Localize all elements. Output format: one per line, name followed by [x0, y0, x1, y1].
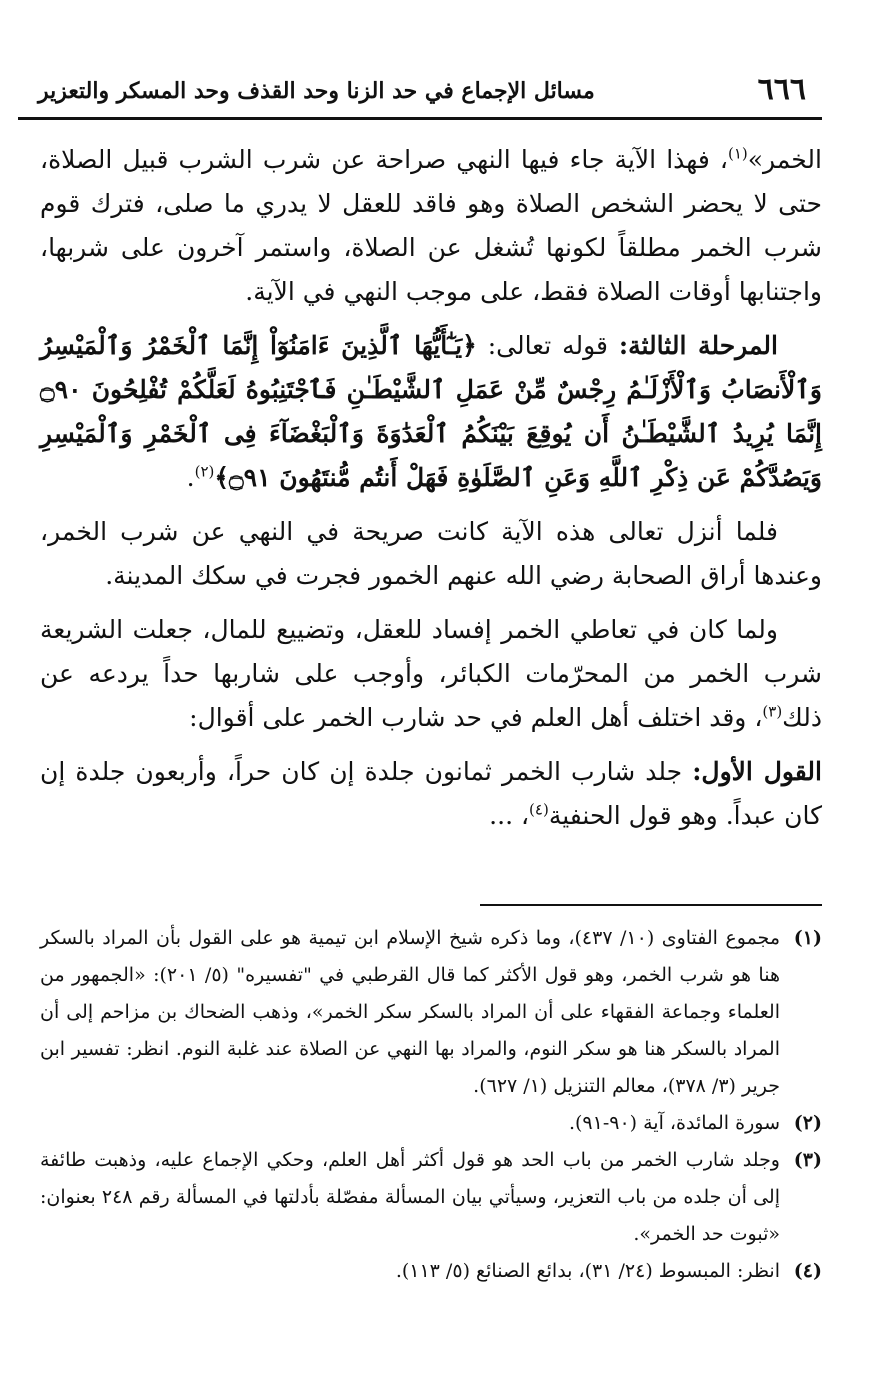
paragraph-5 [40, 750, 822, 838]
page-number: ٦٦٦ [757, 72, 806, 107]
footnote-number: (٤) [793, 1260, 822, 1282]
page-header [18, 66, 822, 112]
footnote-4 [40, 1253, 822, 1290]
paragraph-1-part-b: ، فهذا الآية جاء فيها النهي صراحة عن شرب الشرب قبيل الصلاة، حتى لا يحضر الشخص الصلاة وهو فاقد للعقل لا يدري ما صلى، فترك قوم شرب الخمر مطلقاً لكونها تُشغل عن الصلاة، واستمر آخرون على شربها، واجتنابها أوقات الصلاة فقط، على موجب النهي في الآية. [40, 145, 822, 306]
running-title: مسائل الإجماع في حد الزنا وحد القذف وحد المسكر والتعزير [38, 78, 595, 104]
paragraph-5-part-b: ، ... [489, 801, 530, 830]
footnote-1 [40, 920, 822, 1105]
paragraph-3: فلما أنزل تعالى هذه الآية كانت صريحة في النهي عن شرب الخمر، وعندها أراق الصحابة رضي الله عنهم الخمور فجرت في سكك المدينة. [40, 517, 822, 590]
footnote-number: (١) [793, 927, 822, 949]
paragraph-4-part-b: ، وقد اختلف أهل العلم في حد شارب الخمر على أقوال: [189, 703, 763, 732]
footnote-ref-4: (٤) [529, 800, 549, 819]
header-rule [18, 117, 822, 120]
footnote-ref-2: (٢) [194, 462, 215, 481]
stage-three-label: المرحلة الثالثة: [618, 331, 778, 360]
footnote-text: وجلد شارب الخمر من باب الحد هو قول أكثر أهل العلم، وحكي الإجماع عليه، وذهبت طائفة إلى أن جلده من باب التعزير، وسيأتي بيان المسألة مفصّلة بأدلتها في المسألة رقم ٢٤٨ بعنوان: «ثبوت حد الخمر». [40, 1149, 780, 1245]
paragraph-2 [40, 324, 822, 500]
quran-verse: ﴿يَـٰٓأَيُّهَا ٱلَّذِينَ ءَامَنُوٓاْ إِنَّمَا ٱلْخَمْرُ وَٱلْمَيْسِرُ وَٱلْأَنصَابُ وَٱلْأَزْلَـٰمُ رِجْسٌ مِّنْ عَمَلِ ٱلشَّيْطَـٰنِ فَٱجْتَنِبُوهُ لَعَلَّكُمْ تُفْلِحُونَ ۝٩٠ إِنَّمَا يُرِيدُ ٱلشَّيْطَـٰنُ أَن يُوقِعَ بَيْنَكُمُ ٱلْعَدَٰوَةَ وَٱلْبَغْضَآءَ فِى ٱلْخَمْرِ وَٱلْمَيْسِرِ وَيَصُدَّكُمْ عَن ذِكْرِ ٱللَّهِ وَعَنِ ٱلصَّلَوٰةِ فَهَلْ أَنتُم مُّنتَهُونَ ۝٩١﴾ [40, 331, 822, 492]
footnote-3 [40, 1142, 822, 1253]
footnote-number: (٣) [793, 1149, 822, 1171]
paragraph-4 [40, 608, 822, 740]
paragraph-5-part-a: جلد شارب الخمر ثمانون جلدة إن كان حراً، وأربعون جلدة إن كان عبداً. وهو قول الحنفية [40, 757, 822, 830]
footnote-text: مجموع الفتاوى (١٠/ ٤٣٧)، وما ذكره شيخ الإسلام ابن تيمية هو على القول بأن المراد بالسكر هنا هو شرب الخمر، وهو قول الأكثر كما قال القرطبي في "تفسيره" (٥/ ٢٠١): «الجمهور من العلماء وجماعة الفقهاء على أن المراد بالسكر سكر الخمر»، وذهب الضحاك بن مزاحم إلى أن المراد بالسكر هنا هو سكر النوم، والمراد بها النهي عن الصلاة عند غلبة النوم. انظر: تفسير ابن جرير (٣/ ٣٧٨)، معالم التنزيل (١/ ٦٢٧). [40, 927, 780, 1097]
paragraph-1 [40, 138, 822, 314]
paragraph-1-part-a: الخمر» [747, 145, 822, 174]
footnote-number: (٢) [793, 1112, 822, 1134]
paragraph-2-end: . [186, 463, 195, 492]
main-text [40, 138, 822, 848]
first-opinion-label: القول الأول: [692, 757, 822, 786]
verse-intro: قوله تعالى: [487, 331, 608, 360]
footnote-ref-1: (١) [727, 144, 748, 163]
footnote-text: سورة المائدة، آية (٩٠-٩١). [568, 1112, 780, 1134]
footnote-text: انظر: المبسوط (٢٤/ ٣١)، بدائع الصنائع (٥/ ١١٣). [395, 1260, 780, 1282]
footnote-ref-3: (٣) [762, 702, 783, 721]
footnote-separator [480, 904, 822, 906]
footnote-2 [40, 1105, 822, 1142]
footnotes [40, 920, 822, 1290]
paragraph-4-part-a: ولما كان في تعاطي الخمر إفساد للعقل، وتضييع للمال، جعلت الشريعة شرب الخمر من المحرّمات الكبائر، وأوجب على شاربها حداً يردعه عن ذلك [40, 615, 822, 732]
